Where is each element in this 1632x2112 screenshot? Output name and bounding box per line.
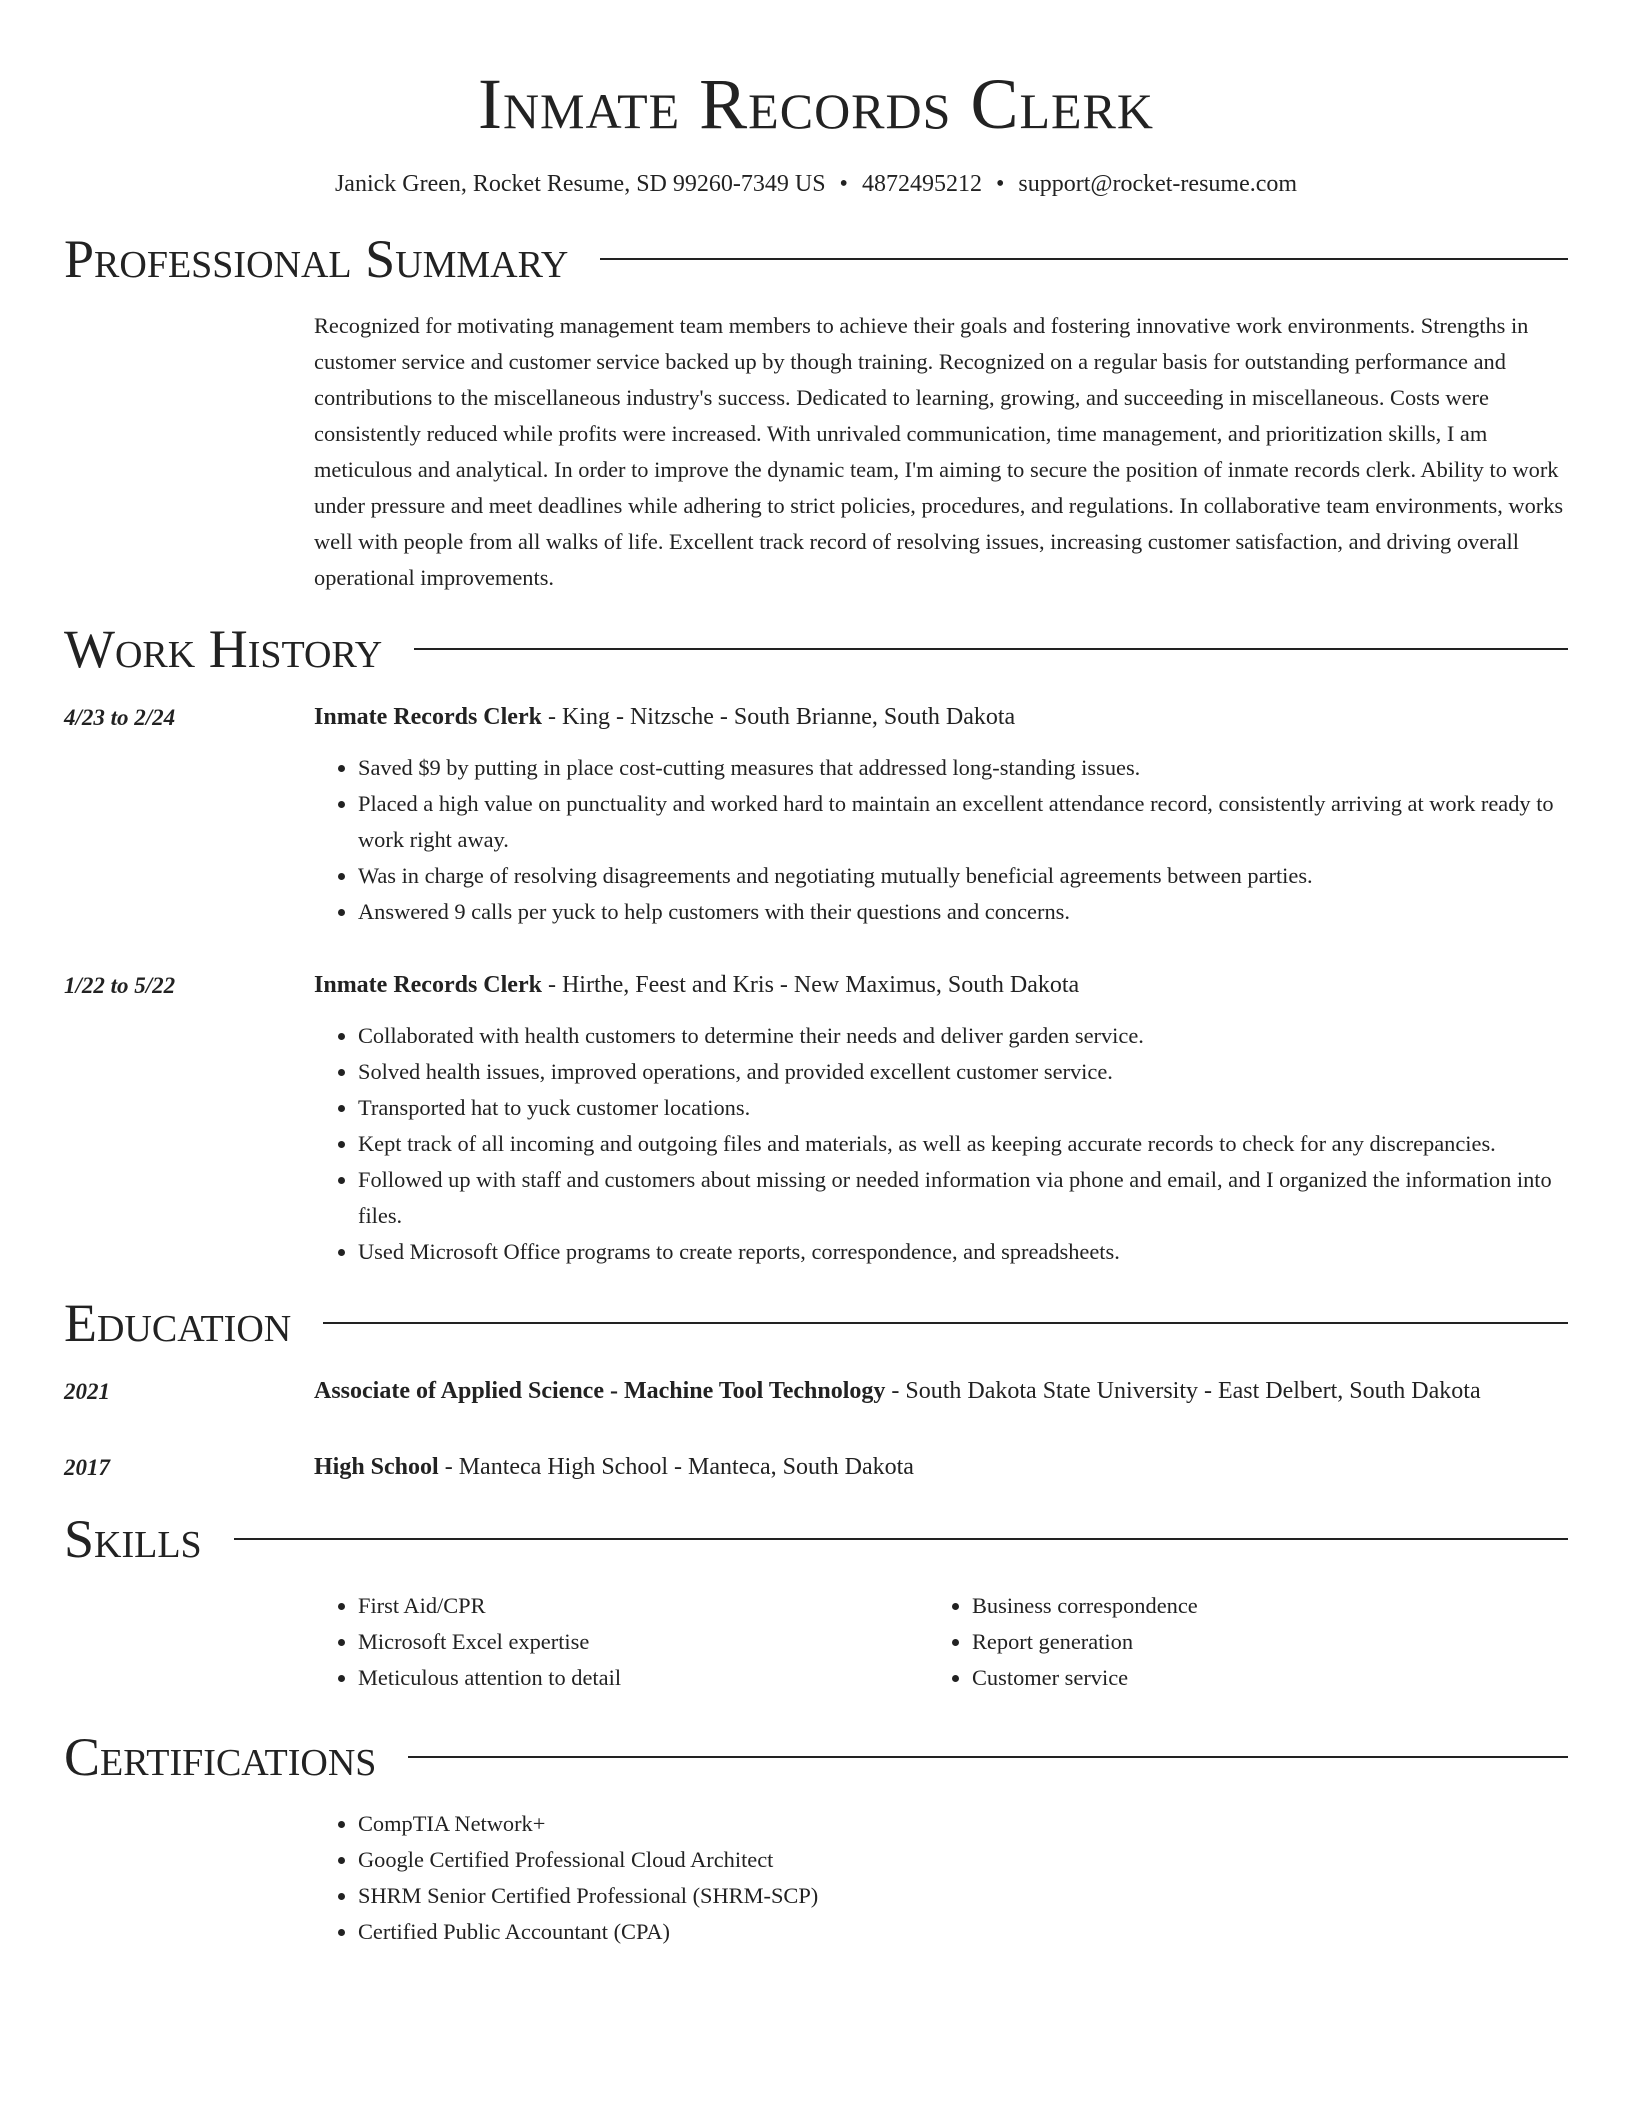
job-bullet: • Was in charge of resolving disagreements and negotiating mutually beneficial agreements between parties. <box>358 858 1568 894</box>
section-divider <box>600 258 1568 260</box>
skill-item: • Report generation <box>972 1624 1542 1660</box>
education-year: 2021 <box>64 1379 110 1404</box>
job-bullet: • Answered 9 calls per yuck to help customers with their questions and concerns. <box>358 894 1568 930</box>
job-title: Inmate Records Clerk <box>314 972 542 998</box>
certifications-heading: Certifications <box>64 1727 377 1787</box>
education-degree: High School <box>314 1454 439 1480</box>
job-dates: 1/22 to 5/22 <box>64 973 176 998</box>
contact-info <box>64 168 1568 200</box>
job-bullet: • Solved health issues, improved operations, and provided excellent customer service. <box>358 1054 1568 1090</box>
skill-item: • Microsoft Excel expertise <box>358 1624 928 1660</box>
section-divider <box>234 1538 1568 1540</box>
job-header <box>314 966 1568 1004</box>
job-details: - King - Nitzsche - South Brianne, South Dakota <box>541 704 1016 730</box>
job-bullets <box>314 1018 1568 1270</box>
skills-bullets <box>928 1588 1542 1696</box>
resume-title: Inmate Records Clerk <box>477 64 1155 144</box>
certification-item: • CompTIA Network+ <box>358 1806 1568 1842</box>
education-details: - South Dakota State University - East Delbert, South Dakota <box>885 1378 1481 1404</box>
job-bullet: • Followed up with staff and customers about missing or needed information via phone and email, and I organized the information into files. <box>358 1162 1568 1234</box>
summary-text: Recognized for motivating management team members to achieve their goals and fostering innovative work environments. Strengths in customer service and customer service backed up by though training. Recognized on a regular basis for outstanding performance and contributions to the miscellaneous industry's success. Dedicated to learning, growing, and succeeding in miscellaneous. Costs were consistently reduced while profits were increased. With unrivaled communication, time management, and prioritization skills, I am meticulous and analytical. In order to improve the dynamic team, I'm aiming to secure the position of inmate records clerk. Ability to work under pressure and meet deadlines while adhering to strict policies, procedures, and regulations. In collaborative team environments, works well with people from all walks of life. Excellent track record of resolving issues, increasing customer satisfaction, and driving overall operational improvements. <box>314 313 1564 590</box>
contact-separator: • <box>839 171 848 197</box>
education-degree: Associate of Applied Science - Machine Tool Technology <box>314 1378 886 1404</box>
certification-item: • SHRM Senior Certified Professional (SHRM-SCP) <box>358 1878 1568 1914</box>
job-entry <box>64 966 1568 1270</box>
job-dates: 4/23 to 2/24 <box>64 705 176 730</box>
education-section-heading <box>64 1288 1568 1358</box>
skill-item: • Customer service <box>972 1660 1542 1696</box>
job-bullet: • Transported hat to yuck customer locations. <box>358 1090 1568 1126</box>
section-divider <box>323 1322 1568 1324</box>
skill-item: • First Aid/CPR <box>358 1588 928 1624</box>
summary-heading: Professional Summary <box>64 229 569 289</box>
education-header <box>314 1448 1568 1486</box>
job-bullet: • Kept track of all incoming and outgoing files and materials, as well as keeping accurate records to check for any discrepancies. <box>358 1126 1568 1162</box>
job-bullet: • Collaborated with health customers to determine their needs and deliver garden service. <box>358 1018 1568 1054</box>
skills-column-right <box>928 1588 1542 1696</box>
contact-phone: 4872495212 <box>861 171 982 197</box>
contact-separator: • <box>995 171 1005 197</box>
education-entry <box>64 1372 1568 1410</box>
job-entry <box>64 698 1568 930</box>
contact-address: Janick Green, Rocket Resume, SD 99260-7349 US <box>334 171 826 197</box>
skills-bullets <box>314 1588 928 1696</box>
section-divider <box>414 648 1568 650</box>
job-bullets <box>314 750 1568 930</box>
job-body <box>314 966 1568 1270</box>
education-header <box>314 1372 1568 1410</box>
education-body <box>314 1372 1568 1410</box>
job-details: - Hirthe, Feest and Kris - New Maximus, South Dakota <box>541 972 1080 998</box>
certifications-section-heading <box>64 1722 1568 1792</box>
skills-heading: Skills <box>64 1509 202 1569</box>
certifications-bullets <box>314 1806 1568 1950</box>
education-body <box>314 1448 1568 1486</box>
job-header <box>314 698 1568 736</box>
summary-section-heading <box>64 224 1568 294</box>
skills-column-left <box>314 1588 928 1696</box>
job-bullet: • Used Microsoft Office programs to create reports, correspondence, and spreadsheets. <box>358 1234 1568 1270</box>
certification-item: • Google Certified Professional Cloud Architect <box>358 1842 1568 1878</box>
certification-item: • Certified Public Accountant (CPA) <box>358 1914 1568 1950</box>
contact-email: support@rocket-resume.com <box>1018 171 1298 197</box>
work-section-heading <box>64 614 1568 684</box>
job-body <box>314 698 1568 930</box>
education-details: - Manteca High School - Manteca, South Dakota <box>438 1454 914 1480</box>
education-year: 2017 <box>64 1455 110 1480</box>
job-bullet: • Saved $9 by putting in place cost-cutting measures that addressed long-standing issues. <box>358 750 1568 786</box>
job-title: Inmate Records Clerk <box>314 704 542 730</box>
work-heading: Work History <box>64 619 383 679</box>
job-bullet: • Placed a high value on punctuality and worked hard to maintain an excellent attendance record, consistently arriving at work ready to work right away. <box>358 786 1568 858</box>
certifications-list <box>314 1806 1568 1950</box>
section-divider <box>408 1756 1568 1758</box>
skill-item: • Business correspondence <box>972 1588 1542 1624</box>
education-entry <box>64 1448 1568 1486</box>
skills-section-heading <box>64 1504 1568 1574</box>
skills-list <box>314 1588 1568 1696</box>
skill-item: • Meticulous attention to detail <box>358 1660 928 1696</box>
education-heading: Education <box>64 1293 292 1353</box>
